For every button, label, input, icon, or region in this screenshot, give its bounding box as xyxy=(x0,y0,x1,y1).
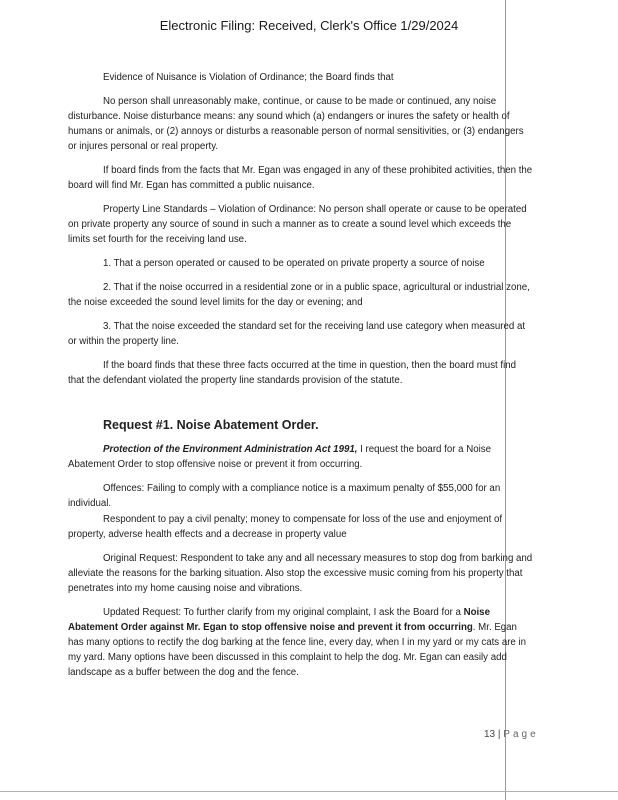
evidence-paragraph-1: No person shall unreasonably make, continue, or cause to be made or continued, any noise disturbance. Noise disturbance means: any sound which (a) endangers or inures the safety or health of humans or animals, or (2) annoys or disturbs a reasonable person of normal sensitivities, or (3) endangers or injures personal or real property. xyxy=(68,96,524,152)
page-label: Page xyxy=(503,729,539,740)
offences-paragraph: Offences: Failing to comply with a compliance notice is a maximum penalty of $55,000 for an individual. xyxy=(68,483,501,509)
evidence-heading: Evidence of Nuisance is Violation of Ordinance; the Board finds that xyxy=(103,72,394,83)
page-number-footer xyxy=(484,729,539,740)
evidence-paragraph-3: Property Line Standards – Violation of Ordinance: No person shall operate or cause to be operated on private property any source of sound in such a manner as to create a sound level which exceeds the limits set fourth for the receiving land use. xyxy=(68,204,527,245)
page-separator: | xyxy=(497,729,501,740)
scan-horizontal-line xyxy=(0,791,618,792)
page-number: 13 xyxy=(484,729,496,740)
filing-stamp: Electronic Filing: Received, Clerk's Office 1/29/2024 xyxy=(159,18,459,33)
list-item-1: 1. That a person operated or caused to be operated on private property a source of noise xyxy=(103,258,485,269)
request-section xyxy=(68,442,534,689)
list-item-3: 3. That the noise exceeded the standard set for the receiving land use category when measured at or within the property line. xyxy=(68,321,526,347)
evidence-paragraph-4: If the board finds that these three facts occurred at the time in question, then the board must find that the defendant violated the property line standards provision of the statute. xyxy=(68,360,517,386)
evidence-paragraph-2: If board finds from the facts that Mr. Egan was engaged in any of these prohibited activities, then the board will find Mr. Egan has committed a public nuisance. xyxy=(68,165,533,191)
act-text: I request the board for a Noise Abatement Order to stop offensive noise or prevent it from occurring. xyxy=(68,444,491,470)
evidence-section xyxy=(68,70,534,397)
list-item-2: 2. That if the noise occurred in a residential zone or in a public space, agricultural or industrial zone, the noise exceeded the sound level limits for the day or evening; and xyxy=(68,282,530,308)
request-title: Request #1. Noise Abatement Order. xyxy=(103,418,319,432)
act-name: Protection of the Environment Administration Act 1991, xyxy=(103,444,358,455)
respondent-paragraph: Respondent to pay a civil penalty; money to compensate for loss of the use and enjoyment of property, adverse health effects and a decrease in property value xyxy=(68,514,503,540)
updated-request-rest: . Mr. Egan has many options to rectify the dog barking at the fence line, every day, when I in my yard or my cats are in my yard. Many options have been discussed in this complaint to help the dog. Mr. Egan can easily add landscape as a buffer between the dog and the fence. xyxy=(68,622,527,678)
act-paragraph xyxy=(68,442,534,472)
updated-request-intro: Updated Request: To further clarify from my original complaint, I ask the Board for a xyxy=(103,607,464,618)
original-request-paragraph: Original Request: Respondent to take any and all necessary measures to stop dog from barking and alleviate the reasons for the barking situation. Also stop the excessive music coming from his property that penetrates into my home causing noise and vibrations. xyxy=(68,553,533,594)
updated-request-paragraph xyxy=(68,605,534,680)
updated-request-bold: Noise Abatement Order against Mr. Egan to stop offensive noise and prevent it from occurring xyxy=(68,607,490,633)
